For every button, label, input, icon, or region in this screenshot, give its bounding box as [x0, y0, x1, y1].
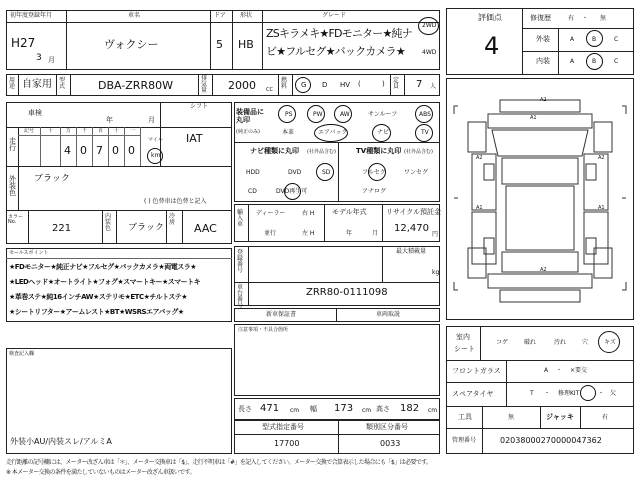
door-count: 5 [216, 38, 223, 51]
spare-t: T [530, 390, 534, 397]
height-label: 高さ [376, 405, 390, 413]
color-value: ブラック [34, 174, 70, 184]
drive-2wd-circle [418, 17, 439, 35]
interior-grade-c: C [614, 58, 619, 65]
reg-no-label: 登録番号 [237, 249, 244, 274]
navi-title: ナビ種類に丸印 [250, 147, 299, 155]
mileage-digit-2: 4 [64, 144, 71, 157]
person-unit: 人 [430, 83, 437, 90]
tv-fullseg: フルセグ [362, 169, 386, 176]
recycle-label: リサイクル預託金 [386, 208, 442, 216]
model-year-year: 年 [346, 230, 353, 237]
exterior-grade-b-circle [586, 30, 603, 47]
drive-4wd: 4WD [422, 49, 437, 56]
grade-line-1: ZSキラメキ★FDモニター★純ナ [266, 27, 412, 40]
car-name-label: 車名 [128, 12, 141, 19]
digit-label-5: 十 [114, 128, 120, 134]
sheet-hole: 穴 [582, 339, 589, 346]
category-label: 類別区分番号 [366, 423, 408, 431]
height-value: 182 [400, 403, 420, 414]
navi-sub: (社外品含む) [307, 149, 336, 155]
diagram-label-right-a2: A2 [598, 155, 605, 161]
width-cm: cm [362, 407, 372, 414]
equipment-label: 装備品に丸印 [236, 108, 264, 125]
warranty-frame [234, 308, 440, 322]
footer-line-1: 走行距離の記号欄には、メーター改ざん車は「＊」、メーター交換車は「$」、走行不明車は「#」を記入してください。メーター交換で合算表示した場合にも「$」は必要です。 [6, 459, 432, 466]
length-label: 長さ [238, 405, 252, 413]
model-value: DBA-ZRR80W [98, 79, 173, 92]
sales-points-label: セールスポイント [9, 250, 49, 256]
max-load-kg: kg [432, 269, 440, 276]
color-no-value: 221 [52, 223, 72, 234]
color-note: ( ) 色替車は色替と記入 [144, 198, 207, 205]
fuel-g: G [301, 81, 307, 89]
sheet-burn: コゲ [496, 339, 509, 346]
equip-navi-circle [372, 124, 391, 142]
ac-label: 冷房 [169, 213, 176, 226]
jack-value: 有 [602, 414, 609, 421]
interior-color-label: 内装色 [105, 213, 112, 232]
first-reg-era-year: H27 [11, 36, 36, 50]
navi-dvd-play: DVD再生可 [276, 188, 308, 195]
digit-label-2: 万 [66, 128, 72, 134]
sheet-tear: 破れ [524, 339, 537, 346]
width-value: 173 [334, 403, 354, 414]
car-name: ヴォクシー [104, 38, 159, 51]
diagram-label-right-a1: A1 [598, 205, 605, 211]
type-approval-value: 17700 [274, 439, 300, 448]
windshield-dot: ・ [556, 367, 563, 374]
equip-aw-circle [334, 105, 352, 123]
inspection-label: 車検 [28, 109, 42, 117]
use-value: 自家用 [22, 79, 52, 90]
sheet-scratch-circle [598, 331, 620, 353]
new-warranty: 新車保証書 [266, 311, 297, 318]
diagram-label-top-a1: A1 [530, 115, 537, 121]
chassis-value: ZRR80-0111098 [306, 287, 388, 298]
interior-color-value: ブラック [128, 223, 164, 233]
km-unit: km [151, 152, 161, 159]
repair-label: 修復歴 [530, 14, 551, 22]
inspector-label: 検査記入欄 [9, 351, 35, 357]
model-year-month: 月 [372, 230, 379, 237]
digit-label-1: 十 [48, 128, 54, 134]
tv-oneseg: ワンセグ [404, 169, 429, 176]
digit-label-4: 百 [98, 128, 104, 134]
height-cm: cm [428, 407, 438, 414]
interior-sheet-label-1: 室内 [456, 333, 470, 341]
interior-sheet-label-2: シート [454, 345, 475, 353]
fuel-paren-open: ( [358, 80, 361, 88]
max-load-label: 最大積載量 [396, 248, 427, 255]
mileage-digit-5: 0 [112, 144, 119, 157]
footer-line-2: ※ 本メーター交換の条件を満たしていないものはメーター改ざん車扱いです。 [6, 469, 195, 476]
repair-yes: 有 [568, 15, 575, 22]
equip-aw: AW [340, 111, 350, 118]
car-diagram [446, 78, 634, 320]
jack-label: ジャッキ [546, 413, 574, 421]
sheet-scratch: キズ [604, 339, 616, 346]
capacity-label: 定員 [393, 77, 400, 90]
fuel-g-circle [295, 77, 311, 93]
shift-label: シフト [190, 103, 209, 110]
sales-line-3: ★革巻ステ★純16インチAW★ステリモ★ETC★チルトステ★ [9, 293, 188, 301]
equip-ps: PS [285, 111, 293, 118]
import-dealer: ディーラー [256, 210, 286, 217]
interior-label: 内装 [536, 57, 550, 65]
mgmt-label: 管理番号 [452, 437, 477, 444]
equip-tv-circle [415, 124, 433, 142]
navi-cd: CD [248, 188, 257, 195]
inspector-note: 外装小AU/内装スレ/アルミA [10, 437, 112, 446]
fuel-paren-close: ) [382, 80, 385, 88]
tv-fullseg-circle [368, 163, 386, 181]
exterior-grade-c: C [614, 36, 619, 43]
capacity-value: 7 [416, 79, 423, 90]
equip-tv: TV [421, 129, 429, 136]
equip-abs-circle [415, 105, 433, 123]
fuel-d: D [322, 81, 328, 89]
grade-line-2: ビ★フルセグ★バックカメラ★ [266, 45, 405, 58]
spare-none: 欠 [610, 390, 617, 397]
diagram-label-rear-a2: A2 [540, 267, 547, 273]
exterior-grade-b: B [592, 36, 597, 43]
exterior-label: 外装 [536, 35, 550, 43]
navi-dvd: DVD [288, 169, 302, 176]
recycle-amount: 12,470 [394, 223, 429, 234]
sales-line-4: ★シートリフター★アームレスト★BT★WSRSエアバッグ★ [9, 308, 184, 316]
equip-airbag: エアバック [318, 129, 348, 136]
equip-sunroof: サンルーフ [368, 111, 398, 118]
door-label: ドア [214, 12, 226, 19]
equip-airbag-circle [314, 124, 348, 142]
mileage-digit-6: 0 [128, 144, 135, 157]
diagram-label-left-a2: A2 [476, 155, 483, 161]
fuel-hv: HV [340, 81, 351, 89]
equip-leather: 本革 [282, 129, 295, 136]
notes-label: 注意事項・不具合箇所 [238, 327, 289, 333]
chassis-label: 車台番号 [237, 284, 244, 309]
windshield-replace: ×要交 [570, 367, 588, 374]
mileage-digit-4: 7 [96, 144, 103, 157]
navi-sd-circle [316, 163, 334, 181]
spare-kit-circle [580, 385, 596, 401]
tv-title: TV種類に丸印 [356, 147, 402, 155]
digit-label-6: 一 [130, 128, 136, 134]
notes-frame [234, 324, 440, 396]
tools-value: 無 [508, 414, 515, 421]
displacement-value: 2000 [228, 79, 256, 92]
equip-pw: PW [313, 111, 323, 118]
diagram-label-left-a1: A1 [476, 205, 483, 211]
row2-frame [6, 74, 440, 96]
import-right-handle: 右 H [302, 210, 315, 217]
exterior-grade-a: A [570, 36, 575, 43]
shift-value: IAT [186, 132, 203, 145]
score-label: 評価点 [478, 13, 502, 22]
spare-dot-2: ・ [598, 390, 605, 397]
import-label: 輸入車 [237, 209, 244, 228]
displacement-label: 排気量 [201, 75, 208, 94]
interior-grade-b: B [592, 58, 597, 65]
tv-analog: アナログ [362, 188, 387, 195]
spare-dot-1: ・ [544, 390, 551, 397]
navi-dvd-play-circle [284, 183, 301, 200]
shape-value: HB [238, 38, 254, 51]
fuel-label: 燃料 [281, 77, 288, 90]
length-value: 471 [260, 403, 280, 414]
interior-grade-b-circle [586, 53, 603, 70]
width-label: 幅 [310, 405, 317, 413]
diagram-label-top-a2: A2 [540, 97, 547, 103]
equip-ps-circle [278, 105, 296, 123]
ac-value: AAC [194, 222, 217, 235]
type-approval-label: 型式指定番号 [262, 423, 304, 431]
spare-kit: 修理KIT [558, 390, 580, 397]
color-no-label: カラーNo. [8, 214, 24, 225]
windshield-label: フロントガラス [452, 367, 501, 375]
drive-2wd: 2WD [422, 22, 437, 29]
mgmt-no: 02038000270000047362 [500, 436, 602, 445]
windshield-a: A [544, 367, 549, 374]
sheet-dirt: 汚れ [554, 339, 567, 346]
header-frame [6, 10, 440, 70]
interior-grade-a: A [570, 58, 575, 65]
use-label: 用途 [9, 77, 16, 90]
equipment-sub: (純正のみ) [236, 129, 260, 135]
navi-hdd: HDD [246, 169, 260, 176]
first-reg-label: 初年度登録年月 [10, 12, 53, 19]
shape-label: 形状 [240, 12, 253, 19]
score-value: 4 [484, 32, 500, 60]
category-value: 0033 [380, 439, 401, 448]
tools-label: 工具 [458, 413, 472, 421]
model-label: 型式 [59, 77, 66, 90]
import-parallel: 並行 [264, 230, 277, 237]
digit-label-3: 千 [82, 128, 88, 134]
inspection-year-unit: 年 [106, 116, 113, 124]
mileage-label: 走行 [9, 137, 16, 152]
km-circle [147, 148, 163, 164]
mileage-digit-3: 0 [80, 144, 87, 157]
cc-unit: CC [266, 87, 273, 93]
model-year-label: モデル年式 [332, 208, 367, 216]
import-left-handle: 左 H [302, 230, 315, 237]
manual: 車両取説 [376, 311, 401, 318]
sales-line-1: ★FDモニター★純正ナビ★フルセグ★バックカメラ★両電スラ★ [9, 263, 196, 271]
first-reg-month: 3 [36, 53, 42, 63]
length-cm: cm [290, 407, 300, 414]
inspection-month-unit: 月 [148, 116, 155, 124]
equip-pw-circle [307, 105, 325, 123]
repair-dot: ・ [582, 15, 589, 22]
color-label: 外装色 [9, 175, 16, 197]
mileage-code-label: 記号 [24, 128, 35, 134]
spare-label: スペアタイヤ [452, 390, 494, 398]
mile-unit: マイル [148, 137, 163, 143]
grade-label: グレード [322, 12, 347, 19]
first-reg-month-unit: 月 [48, 56, 55, 64]
recycle-yen: 円 [432, 231, 439, 238]
repair-no: 無 [600, 15, 607, 22]
sales-line-2: ★LEDヘッド★オートライト★フォグ★スマートキー★スマートキ [9, 278, 201, 286]
tv-sub: (社外品含む) [404, 149, 433, 155]
equip-abs: ABS [419, 111, 431, 118]
equip-navi: ナビ [377, 129, 390, 136]
navi-sd: SD [322, 169, 331, 176]
